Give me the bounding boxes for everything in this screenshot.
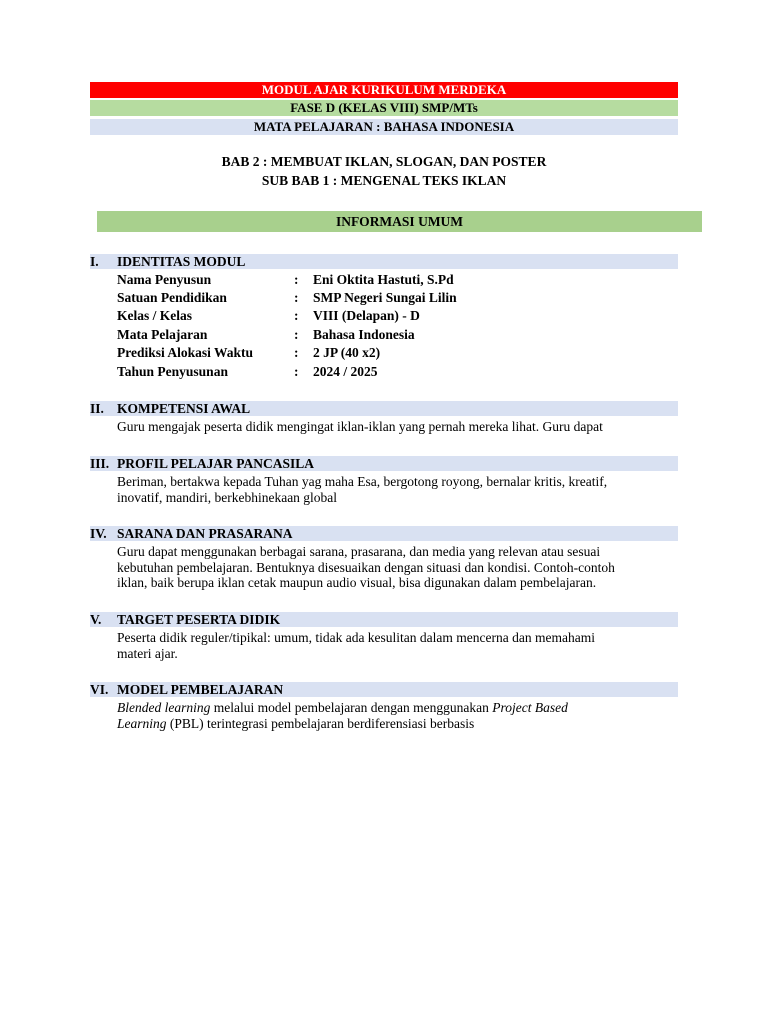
chapter-title: BAB 2 : MEMBUAT IKLAN, SLOGAN, DAN POSTER — [221, 154, 547, 169]
subchapter-title: SUB BAB 1 : MENGENAL TEKS IKLAN — [261, 173, 507, 188]
section-heading-target — [90, 612, 678, 627]
body-line: inovatif, mandiri, berkebhinekaan global — [117, 489, 338, 505]
identity-label: Tahun Penyusunan — [117, 364, 228, 379]
identity-value: VIII (Delapan) - D — [313, 308, 420, 323]
body-line: iklan, baik berupa iklan cetak maupun audio visual, bisa digunakan dalam pembelajaran. — [117, 575, 597, 590]
section-number: II. — [90, 401, 104, 416]
section-number: I. — [90, 254, 99, 269]
identity-value: 2 JP (40 x2) — [313, 345, 381, 360]
body-line: Beriman, bertakwa kepada Tuhan yag maha Esa, bergotong royong, bernalar kritis, kreatif, — [117, 474, 608, 489]
section-body-kompetensi — [117, 419, 682, 435]
section-title: IDENTITAS MODUL — [117, 254, 246, 269]
identity-colon: : — [294, 364, 299, 379]
section-title: KOMPETENSI AWAL — [117, 401, 251, 416]
body-line: Guru mengajak peserta didik mengingat iklan-iklan yang pernah mereka lihat. Guru dapat — [117, 419, 603, 434]
identity-value: Eni Oktita Hastuti, S.Pd — [313, 272, 454, 287]
section-heading-identitas — [90, 254, 678, 269]
body-line: Guru dapat menggunakan berbagai sarana, prasarana, dan media yang relevan atau sesuai — [117, 544, 601, 559]
section-heading-profil — [90, 456, 678, 471]
info-umum-bar — [97, 211, 702, 232]
body-line — [117, 700, 682, 716]
identity-label: Prediksi Alokasi Waktu — [117, 345, 254, 360]
section-title: MODEL PEMBELAJARAN — [117, 682, 284, 697]
body-segment: (PBL) terintegrasi pembelajaran berdiferensiasi berbasis — [166, 715, 475, 731]
section-heading-sarana — [90, 526, 678, 541]
body-line: Peserta didik reguler/tipikal: umum, tidak ada kesulitan dalam mencerna dan memahami — [117, 630, 595, 645]
phase-band — [90, 100, 678, 116]
italic-term: Blended learning — [117, 700, 211, 715]
section-body-model — [117, 700, 682, 731]
identity-colon: : — [294, 327, 299, 342]
module-title-band — [90, 82, 678, 98]
body-line: materi ajar. — [117, 645, 178, 661]
identity-colon: : — [294, 290, 299, 305]
section-body-sarana — [117, 544, 682, 591]
section-number: VI. — [90, 682, 109, 697]
identity-label: Kelas / Kelas — [117, 308, 192, 323]
italic-term: Project Based — [492, 700, 568, 715]
italic-term: Learning — [117, 715, 167, 731]
body-line — [117, 716, 682, 732]
section-number: III. — [90, 456, 110, 471]
body-line: kebutuhan pembelajaran. Bentuknya disesuaikan dengan situasi dan kondisi. Contoh-contoh — [117, 559, 615, 575]
identity-colon: : — [294, 345, 299, 360]
section-title: PROFIL PELAJAR PANCASILA — [117, 456, 315, 471]
phase-label: FASE D (KELAS VIII) SMP/MTs — [290, 100, 478, 115]
identity-colon: : — [294, 272, 299, 287]
section-body-profil — [117, 474, 682, 505]
identity-value: Bahasa Indonesia — [313, 327, 415, 342]
identity-label: Nama Penyusun — [117, 272, 212, 287]
identity-value: 2024 / 2025 — [313, 364, 378, 379]
subject-label: MATA PELAJARAN : BAHASA INDONESIA — [253, 119, 515, 134]
identity-value: SMP Negeri Sungai Lilin — [313, 290, 457, 305]
section-number: IV. — [90, 526, 107, 541]
section-heading-model — [90, 682, 678, 697]
subject-band — [90, 119, 678, 135]
section-title: SARANA DAN PRASARANA — [117, 526, 293, 541]
section-number: V. — [90, 612, 102, 627]
identity-label: Mata Pelajaran — [117, 327, 208, 342]
section-title: TARGET PESERTA DIDIK — [117, 612, 281, 627]
identity-label: Satuan Pendidikan — [117, 290, 227, 305]
identity-colon: : — [294, 308, 299, 323]
info-umum-label: INFORMASI UMUM — [335, 214, 464, 229]
section-heading-kompetensi — [90, 401, 678, 416]
section-body-target — [117, 630, 682, 661]
module-title: MODUL AJAR KURIKULUM MERDEKA — [261, 82, 507, 97]
body-segment: melalui model pembelajaran dengan menggunakan — [210, 700, 493, 715]
